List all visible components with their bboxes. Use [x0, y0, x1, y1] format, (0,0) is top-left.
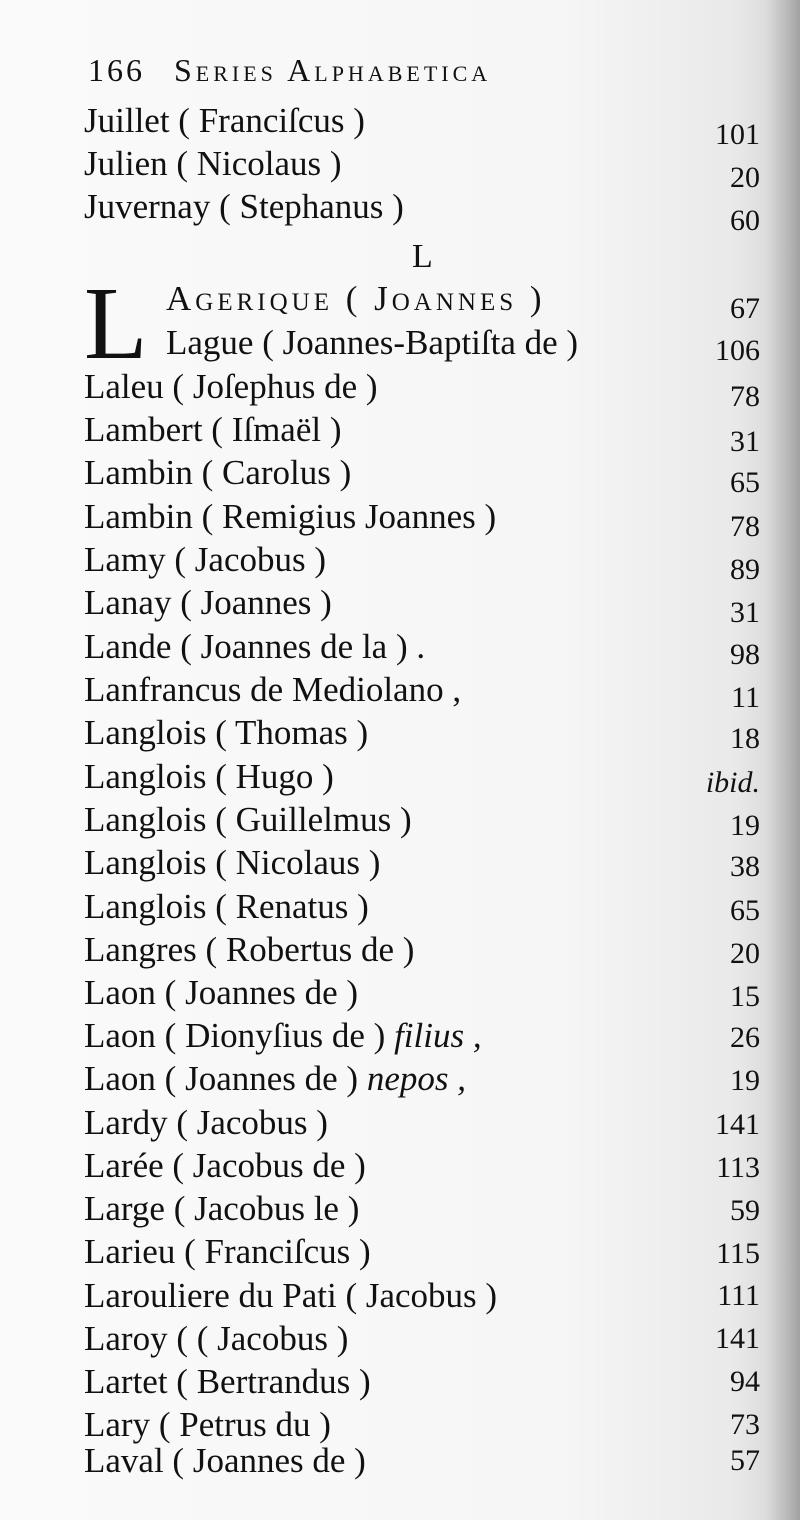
entry-page-ref: 19	[730, 809, 760, 842]
index-entry	[84, 582, 760, 629]
entry-page-ref: 141	[715, 1108, 760, 1141]
index-entry	[84, 100, 760, 151]
entry-name: Langlois ( Hugo )	[84, 757, 334, 796]
index-entry	[84, 972, 760, 1014]
index-entry	[84, 756, 760, 798]
index-entry	[84, 929, 760, 971]
entry-name: Lary ( Petrus du )	[84, 1405, 331, 1444]
entry-name: Langlois ( Guillelmus )	[84, 800, 412, 839]
index-entry	[84, 322, 760, 367]
entry-name: Langlois ( Thomas )	[84, 713, 369, 752]
entry-name: Langlois ( Nicolaus )	[84, 843, 381, 882]
entry-name: Lanay ( Joannes )	[84, 583, 332, 622]
entry-name: Lambin ( Carolus )	[84, 453, 352, 492]
entry-page-ref: 65	[730, 466, 760, 499]
entry-name: Larieu ( Franciſcus )	[84, 1232, 371, 1271]
entry-page-ref: 26	[730, 1021, 760, 1054]
drop-cap: L	[84, 266, 148, 381]
entry-name: Lague ( Joannes-Baptiſta de )	[166, 323, 579, 362]
entry-page-ref: 106	[715, 334, 760, 367]
entry-page-ref: 67	[730, 292, 760, 325]
index-entry	[84, 278, 760, 325]
entry-page-ref: 115	[716, 1237, 760, 1270]
entry-page-ref: 78	[730, 380, 760, 413]
entry-name: Lardy ( Jacobus )	[84, 1103, 328, 1142]
entry-name: Julien ( Nicolaus )	[84, 144, 342, 183]
entry-name: Langres ( Robertus de )	[84, 930, 415, 969]
index-entry	[84, 842, 760, 884]
entry-page-ref: 60	[730, 204, 760, 237]
entry-name: Juvernay ( Stephanus )	[84, 187, 404, 226]
index-entry	[84, 712, 760, 754]
running-header	[88, 52, 668, 89]
entry-page-ref: ibid.	[705, 766, 760, 799]
entry-page-ref: 19	[730, 1064, 760, 1097]
entry-name: Lartet ( Bertrandus )	[84, 1362, 371, 1401]
entry-page-ref: 31	[730, 425, 760, 458]
entry-page-ref: 18	[730, 722, 760, 755]
entry-note: filius ,	[394, 1016, 482, 1055]
index-entry	[84, 1231, 760, 1273]
entry-page-ref: 98	[730, 638, 760, 671]
entry-page-ref: 11	[731, 681, 760, 714]
entry-page-ref: 101	[715, 118, 760, 151]
index-entry	[84, 186, 760, 237]
entry-name: Larée ( Jacobus de )	[84, 1146, 366, 1185]
index-entry	[84, 1102, 760, 1144]
entry-name: Lambert ( Iſmaël )	[84, 410, 342, 449]
index-entry	[84, 1145, 760, 1187]
index-entry	[84, 1058, 760, 1100]
entry-page-ref: 20	[730, 937, 760, 970]
entry-name: Lambin ( Remigius Joannes )	[84, 497, 497, 536]
entry-name: Lamy ( Jacobus )	[84, 540, 327, 579]
index-entry	[84, 1318, 760, 1360]
entry-name: Large ( Jacobus le )	[84, 1189, 360, 1228]
entry-name: Laon ( Joannes de ) nepos ,	[84, 1059, 466, 1098]
index-entry	[84, 143, 760, 194]
entry-page-ref: 38	[730, 850, 760, 883]
entry-page-ref: 57	[730, 1444, 760, 1477]
entry-page-ref: 31	[730, 596, 760, 629]
entry-page-ref: 113	[716, 1151, 760, 1184]
entry-page-ref: 73	[730, 1408, 760, 1441]
entry-page-ref: 94	[730, 1365, 760, 1398]
entry-name: Larouliere du Pati ( Jacobus )	[84, 1276, 498, 1315]
index-entry	[84, 1361, 760, 1403]
entry-page-ref: 89	[730, 553, 760, 586]
section-letter-heading: L	[412, 238, 433, 275]
entry-name: Langlois ( Renatus )	[84, 887, 369, 926]
entry-page-ref: 20	[730, 161, 760, 194]
index-entry	[84, 1015, 760, 1057]
index-entry	[84, 799, 760, 841]
index-entry	[84, 1440, 760, 1482]
entry-note: nepos ,	[366, 1059, 466, 1098]
entry-page-ref: 59	[730, 1194, 760, 1227]
running-title: Series Alphabetica	[174, 52, 492, 88]
index-entry	[84, 886, 760, 928]
entry-name: Agerique ( Joannes )	[166, 279, 546, 318]
index-entry	[84, 452, 760, 499]
entry-page-ref: 78	[730, 510, 760, 543]
entry-page-ref: 65	[730, 894, 760, 927]
entry-name: Laroy ( ( Jacobus )	[84, 1319, 349, 1358]
entry-name: Lanfrancus de Mediolano ,	[84, 670, 462, 709]
entry-page-ref: 15	[730, 980, 760, 1013]
index-entry	[84, 366, 760, 413]
entry-name: Laon ( Dionyſius de ) filius ,	[84, 1016, 482, 1055]
index-entry	[84, 409, 760, 458]
index-entry	[84, 1275, 760, 1317]
entry-name: Juillet ( Franciſcus )	[84, 101, 365, 140]
entry-page-ref: 111	[717, 1279, 760, 1312]
index-entry	[84, 669, 760, 714]
index-entry	[84, 539, 760, 586]
entry-name: Lande ( Joannes de la ) .	[84, 627, 426, 666]
index-entry	[84, 1188, 760, 1230]
entry-page-ref: 141	[715, 1322, 760, 1355]
index-entry	[84, 496, 760, 543]
page-number: 166	[88, 52, 145, 88]
index-entry	[84, 626, 760, 671]
page-edge-shadow	[766, 0, 800, 1520]
entry-name: Laleu ( Joſephus de )	[84, 367, 378, 406]
entry-name: Laon ( Joannes de )	[84, 973, 359, 1012]
entry-name: Laval ( Joannes de )	[84, 1441, 366, 1480]
